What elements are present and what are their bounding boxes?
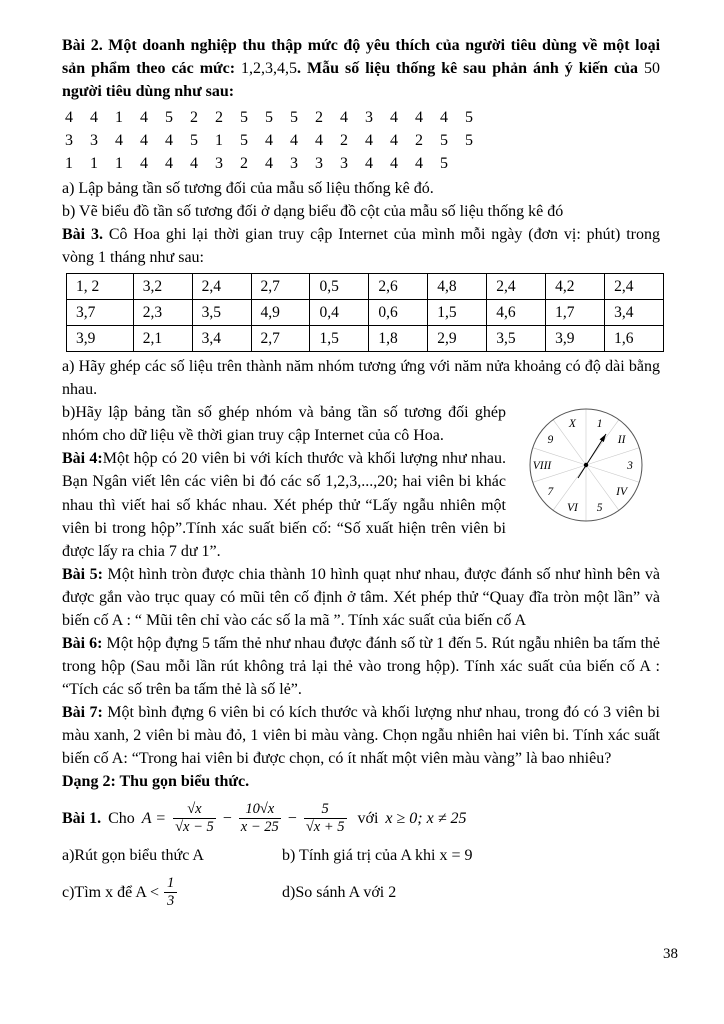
fraction-numerator: 10√x	[239, 801, 281, 819]
bai2-question-a: a) Lập bảng tần số tương đối của mẫu số liệu thống kê đó.	[62, 180, 434, 198]
question-c-fraction	[164, 875, 177, 911]
table-row	[67, 326, 664, 352]
bai2-question-b: b) Vẽ biểu đồ tần số tương đối ở dạng biểu đồ cột của mẫu số liệu thống kê đó	[62, 203, 564, 221]
table-cell: 2,4	[487, 274, 546, 300]
spinner-sector-label: 9	[547, 434, 554, 447]
bai3-label: Bài 3.	[62, 226, 103, 244]
table-cell: 4,8	[428, 274, 487, 300]
bai1-label: Bài 1.	[62, 810, 102, 828]
bai5-text: Một hình tròn được chia thành 10 hình quạt như nhau, được đánh số như hình bên và được gắn vào trục quay có mũi tên cố định ở tâm. Xét phép thử “Quay đĩa tròn một lần” và biến cố A : “ Mũi tên chỉ vào các số la mã ”. Tính xác suất của biến cố A	[62, 565, 661, 629]
table-cell: 4,2	[546, 274, 605, 300]
table-cell: 1,7	[546, 300, 605, 326]
bai1-question-a: a)Rút gọn biểu thức A	[62, 846, 204, 864]
bai2-data-row-1: 4 4 1 4 5 2 2 5 5 5 2 4 3 4 4 4 5	[65, 109, 473, 127]
table-cell: 3,7	[67, 300, 134, 326]
spinner-sector-label: 7	[547, 486, 554, 499]
bai3-table-body	[67, 274, 664, 352]
dang2-heading: Dạng 2: Thu gọn biểu thức.	[62, 772, 250, 790]
bai2-intro-3: người tiêu dùng như sau:	[62, 83, 235, 101]
bai1-question-d: d)So sánh A với 2	[282, 884, 397, 902]
bai1-subquestions	[62, 844, 660, 911]
bai1-condition: x ≥ 0; x ≠ 25	[385, 810, 467, 828]
bai3-question-b: b)Hãy lập bảng tần số ghép nhóm và bảng tần số tương đối ghép nhóm cho dữ liệu về thời gian truy cập Internet của cô Hoa.	[62, 404, 506, 445]
fraction-denominator: √x + 5	[305, 819, 345, 836]
table-cell: 1,6	[605, 326, 664, 352]
fraction-numerator: 1	[164, 875, 177, 893]
table-cell: 3,4	[605, 300, 664, 326]
bai1-cho: Cho	[108, 810, 135, 828]
table-cell: 2,4	[192, 274, 251, 300]
table-cell: 3,9	[67, 326, 134, 352]
fraction-denominator: x − 25	[240, 819, 279, 836]
bai1-question-c	[62, 875, 282, 911]
spinner-sector-label: X	[568, 418, 576, 431]
spinner-sector-label: IV	[616, 486, 628, 499]
spinner-sector-label: II	[617, 434, 626, 447]
bai6-text: Một hộp đựng 5 tấm thẻ như nhau được đánh số từ 1 đến 5. Rút ngẫu nhiên ba tấm thẻ trong hộp (Sau mỗi lần rút không trả lại thẻ vào trong hộp). Tính xác suất của biến cố A : “Tích các số trên ba tấm thẻ là số lẻ”.	[62, 634, 661, 698]
bai4-text: Một hộp có 20 viên bi với kích thước và khối lượng như nhau. Bạn Ngân viết lên các viên bi đó các số 1,2,3,...,20; hai viên bi khác nhau thì viết hai số khác nhau. Xét phép thử “Lấy ngẫu nhiên một viên bi trong hộp”.Tính xác suất biến cố: “Số xuất hiện trên viên bi được lấy ra chia 7 dư 1”.	[62, 450, 506, 560]
bai7-label: Bài 7:	[62, 703, 103, 721]
formula-minus-2: −	[287, 810, 297, 828]
table-cell: 0,5	[310, 274, 369, 300]
bai5-label: Bài 5:	[62, 565, 103, 583]
formula-fraction-3	[304, 801, 347, 837]
bai3-question-a: a) Hãy ghép các số liệu trên thành năm nhóm tương ứng với năm nửa khoảng có độ dài bằng nhau.	[62, 358, 660, 399]
bai2-data-rows	[62, 106, 660, 175]
table-cell: 0,4	[310, 300, 369, 326]
spinner-wheel-icon	[518, 403, 660, 531]
spinner-sector-label: 5	[596, 502, 603, 515]
bai1-voi: với	[357, 810, 379, 828]
spinner-sector-label: 1	[596, 418, 603, 431]
page-number: 38	[663, 946, 678, 963]
fraction-numerator: √x	[173, 801, 216, 819]
formula-fraction-2	[239, 801, 281, 837]
bai7-text: Một bình đựng 6 viên bi có kích thước và khối lượng như nhau, trong đó có 3 viên bi màu xanh, 2 viên bi màu đỏ, 1 viên bi màu vàng. Chọn ngẫu nhiên hai viên bi. Tính xác suất biến cố A: “Trong hai viên bi được chọn, có ít nhất một viên màu vàng” là bao nhiêu?	[62, 703, 661, 767]
table-row	[67, 274, 664, 300]
table-cell: 3,9	[546, 326, 605, 352]
table-cell: 2,4	[605, 274, 664, 300]
bai2-intro-2: . Mẫu số liệu thống kê sau phản ánh ý kiến của	[297, 60, 639, 78]
bai2-label: Bài 2.	[62, 37, 103, 54]
table-cell: 3,5	[487, 326, 546, 352]
fraction-denominator: √x − 5	[175, 819, 214, 836]
bai1-question-b: b) Tính giá trị của A khi x = 9	[282, 846, 473, 864]
bai2-data-row-3: 1 1 1 4 4 4 3 2 4 3 3 3 4 4 4 5	[65, 155, 448, 173]
bai2-data-row-2: 3 3 4 4 4 5 1 5 4 4 4 2 4 4 2 5 5	[65, 132, 473, 150]
bai3-intro: Cô Hoa ghi lại thời gian truy cập Internet của mình mỗi ngày (đơn vị: phút) trong vòng 1 tháng như sau:	[62, 226, 661, 267]
fraction-denominator: 3	[167, 893, 175, 910]
table-cell: 1,5	[310, 326, 369, 352]
bai1-formula-line	[62, 801, 660, 837]
spinner-sector-label: 3	[627, 460, 633, 473]
table-cell: 2,3	[133, 300, 192, 326]
formula-lhs: A =	[141, 810, 167, 828]
bai3-heading	[62, 223, 660, 269]
figure-text-wrap	[62, 401, 660, 562]
bai6-label: Bài 6:	[62, 634, 103, 652]
table-cell: 1,8	[369, 326, 428, 352]
formula-fraction-1	[173, 801, 216, 837]
table-cell: 1,5	[428, 300, 487, 326]
table-cell: 2,1	[133, 326, 192, 352]
bai7-paragraph	[62, 701, 660, 770]
bai3-data-table	[66, 273, 664, 352]
table-cell: 2,7	[251, 326, 310, 352]
bai2-count: 50	[644, 60, 661, 78]
table-cell: 4,6	[487, 300, 546, 326]
table-row	[67, 300, 664, 326]
spinner-figure	[518, 403, 660, 531]
bai4-label: Bài 4:	[62, 450, 103, 468]
spinner-sector-label: VI	[566, 502, 578, 515]
spinner-sector-label: VIII	[532, 460, 552, 473]
table-cell: 0,6	[369, 300, 428, 326]
bai2-heading	[62, 34, 660, 103]
bai6-paragraph	[62, 632, 660, 701]
table-cell: 2,7	[251, 274, 310, 300]
bai1-question-c-text: c)Tìm x để A <	[62, 884, 160, 902]
table-cell: 3,5	[192, 300, 251, 326]
table-cell: 3,4	[192, 326, 251, 352]
table-cell: 4,9	[251, 300, 310, 326]
bai2-levels: 1,2,3,4,5	[241, 60, 298, 78]
table-cell: 1, 2	[67, 274, 134, 300]
formula-minus-1: −	[222, 810, 232, 828]
table-cell: 2,6	[369, 274, 428, 300]
bai2-intro-1: Một doanh nghiệp thu thập mức độ yêu thích của người tiêu dùng về một loại sản phẩm theo các mức:	[62, 37, 661, 78]
table-cell: 3,2	[133, 274, 192, 300]
fraction-numerator: 5	[304, 801, 347, 819]
bai5-paragraph	[62, 563, 660, 632]
table-cell: 2,9	[428, 326, 487, 352]
